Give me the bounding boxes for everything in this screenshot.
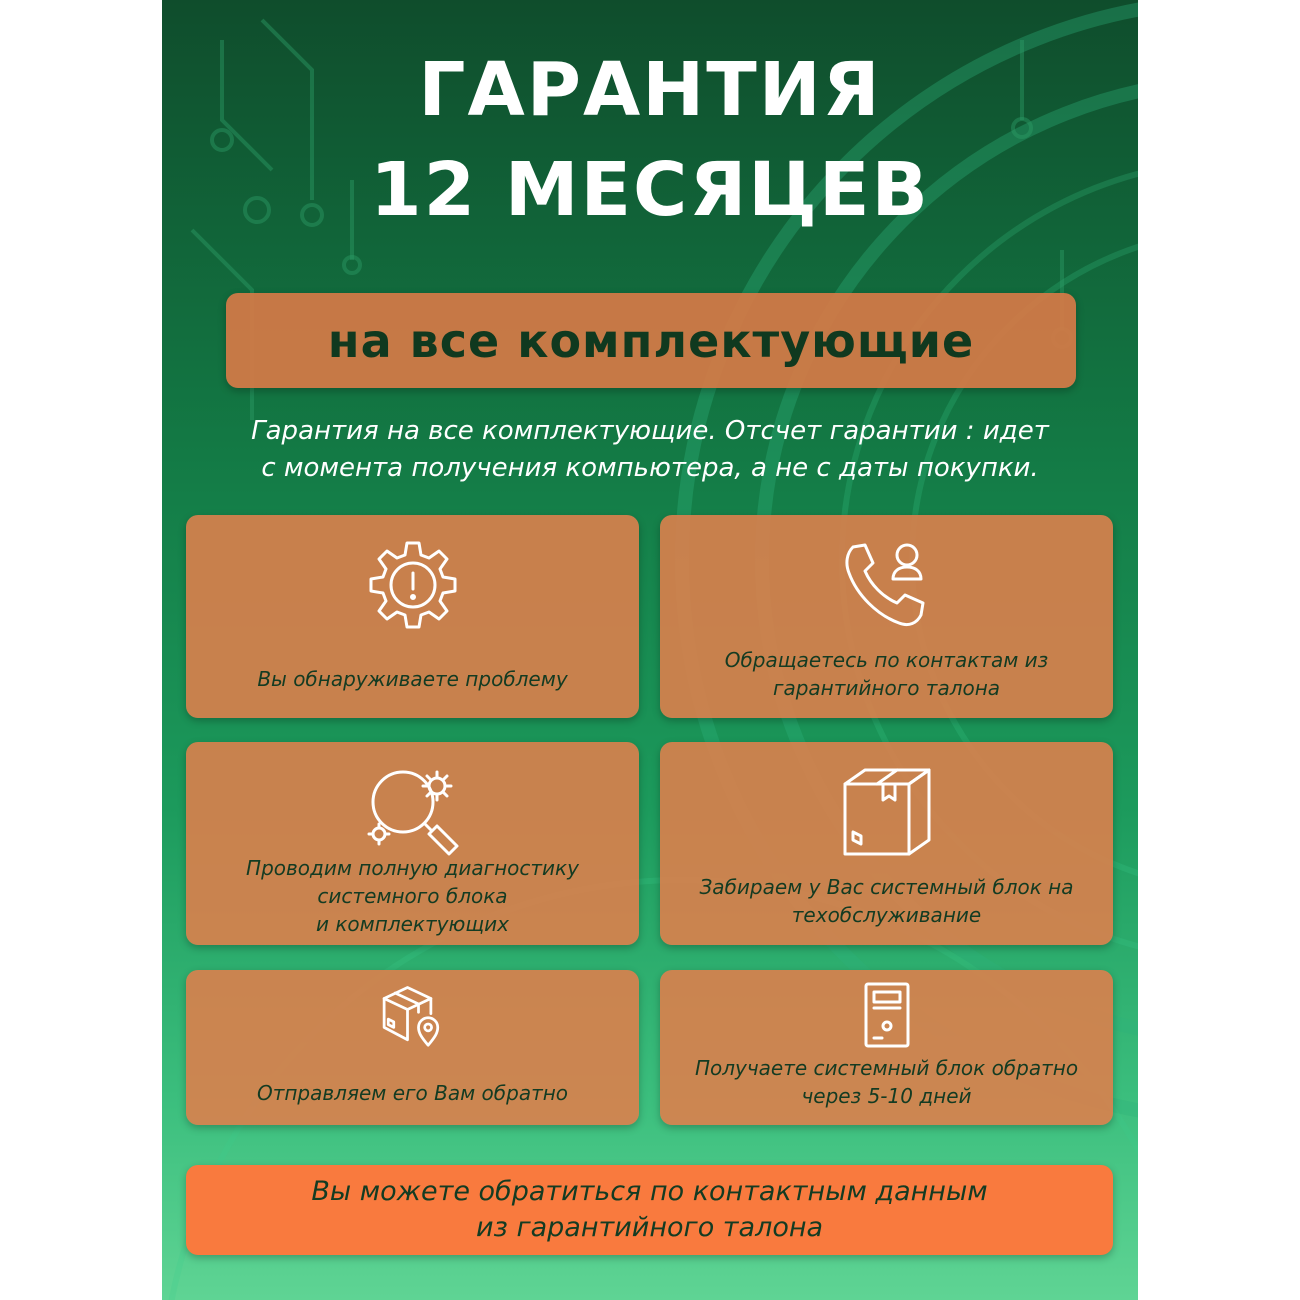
step-line: Обращаетесь по контактам из bbox=[724, 648, 1049, 672]
step-text bbox=[196, 1079, 629, 1107]
step-line: системного блока bbox=[317, 884, 508, 908]
step-text bbox=[670, 646, 1103, 702]
title-line-1: ГАРАНТИЯ bbox=[418, 47, 882, 133]
step-card-diagnostics bbox=[186, 742, 639, 945]
subtitle-text: на все комплектующие bbox=[327, 313, 975, 368]
step-line: Отправляем его Вам обратно bbox=[256, 1081, 569, 1105]
pc-tower-icon bbox=[862, 982, 912, 1048]
intro-line-2: с момента получения компьютера, а не с даты покупки. bbox=[261, 453, 1039, 483]
subtitle-banner bbox=[226, 293, 1076, 388]
page-title bbox=[162, 40, 1138, 240]
step-card-pickup bbox=[660, 742, 1113, 945]
step-text bbox=[670, 1054, 1103, 1110]
box-location-icon bbox=[380, 982, 446, 1048]
step-card-problem bbox=[186, 515, 639, 718]
step-card-return bbox=[186, 970, 639, 1125]
step-line: через 5-10 дней bbox=[801, 1084, 972, 1108]
step-line: Вы обнаруживаете проблему bbox=[257, 667, 568, 691]
step-line: Проводим полную диагностику bbox=[246, 856, 579, 880]
step-line: Забираем у Вас системный блок на bbox=[699, 875, 1074, 899]
title-line-2: 12 МЕСЯЦЕВ bbox=[370, 147, 930, 233]
phone-contact-icon bbox=[839, 537, 935, 633]
step-line: и комплектующих bbox=[316, 912, 509, 936]
step-card-receive bbox=[660, 970, 1113, 1125]
step-line: гарантийного талона bbox=[772, 676, 1001, 700]
intro-text bbox=[192, 413, 1108, 487]
warranty-poster bbox=[162, 0, 1138, 1300]
gear-warning-icon bbox=[365, 537, 461, 633]
step-card-contact bbox=[660, 515, 1113, 718]
step-line: техобслуживание bbox=[791, 903, 982, 927]
intro-line-1: Гарантия на все комплектующие. Отсчет гарантии : идет bbox=[251, 416, 1049, 446]
footer-line-2: из гарантийного талона bbox=[475, 1212, 824, 1243]
box-icon bbox=[839, 764, 935, 860]
step-text bbox=[670, 873, 1103, 929]
footer-contact-banner bbox=[186, 1165, 1113, 1255]
magnifier-gears-icon bbox=[365, 764, 461, 860]
step-line: Получаете системный блок обратно bbox=[694, 1056, 1079, 1080]
footer-line-1: Вы можете обратиться по контактным данным bbox=[311, 1176, 988, 1207]
step-text bbox=[196, 854, 629, 938]
step-text bbox=[196, 665, 629, 693]
